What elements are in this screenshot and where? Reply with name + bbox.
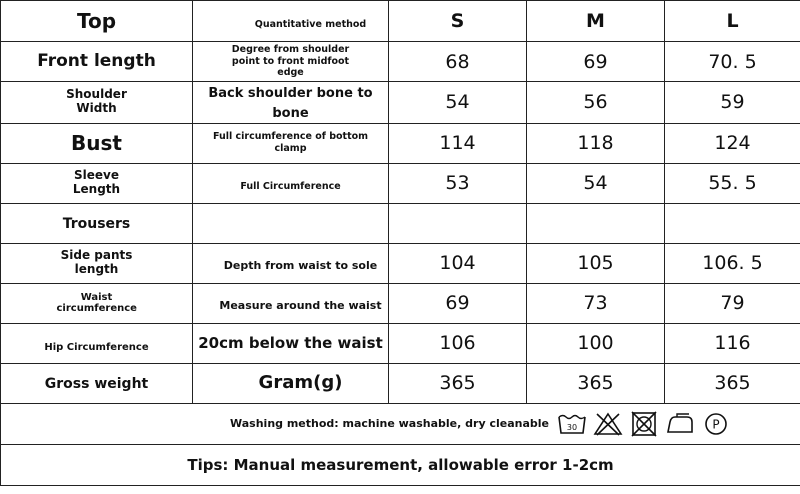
header-row	[1, 1, 800, 42]
no-bleach-icon	[593, 411, 623, 437]
value-s: 69	[445, 292, 470, 314]
row-method: Depth from waist to sole	[223, 258, 378, 272]
value-m: 105	[577, 252, 614, 274]
value-l: 116	[714, 332, 751, 354]
section-label-trousers: Trousers	[62, 216, 131, 233]
value-l: 55. 5	[708, 172, 757, 194]
method-header: Quantitative method	[254, 18, 367, 30]
value-m: 73	[583, 292, 608, 314]
size-l-header: L	[726, 10, 739, 32]
row-method: Gram(g)	[258, 371, 343, 393]
row-label: Waist circumference	[56, 291, 137, 314]
value-m: 54	[583, 172, 608, 194]
value-l: 106. 5	[702, 252, 763, 274]
value-l: 59	[720, 91, 745, 114]
value-s: 68	[445, 50, 470, 73]
tips-text: Tips: Manual measurement, allowable error 1-2cm	[187, 456, 614, 474]
table-row	[1, 323, 800, 363]
value-m: 118	[577, 132, 614, 154]
row-label: Side pants length	[60, 248, 133, 276]
row-method: Full circumference of bottom clamp	[212, 131, 369, 154]
table-row	[1, 283, 800, 323]
table-row	[1, 42, 800, 82]
value-s: 106	[439, 332, 476, 354]
value-m: 365	[577, 372, 614, 394]
row-label: Sleeve Length	[72, 168, 121, 196]
iron-icon	[665, 411, 695, 437]
value-l: 70. 5	[708, 50, 757, 73]
row-method: Degree from shoulder point to front midfoot edge	[231, 43, 350, 79]
row-label: Gross weight	[44, 376, 149, 393]
washing-row	[1, 403, 800, 444]
value-s: 53	[445, 172, 470, 194]
row-method: Measure around the waist	[219, 298, 382, 312]
section-label-top: Top	[76, 8, 117, 33]
value-s: 114	[439, 132, 476, 154]
table-row	[1, 82, 800, 124]
tips-row	[1, 444, 800, 485]
dry-clean-letter: P	[712, 417, 720, 431]
table-row	[1, 123, 800, 163]
row-method: Back shoulder bone to bone	[208, 86, 373, 122]
value-s: 104	[439, 252, 476, 274]
value-m: 100	[577, 332, 614, 354]
size-s-header: S	[450, 10, 465, 32]
value-l: 79	[720, 292, 745, 314]
table-row	[1, 363, 800, 403]
value-m: 69	[583, 50, 608, 73]
no-tumble-dry-icon	[629, 411, 659, 437]
value-s: 365	[439, 372, 476, 394]
table-row	[1, 163, 800, 203]
washing-text: Washing method: machine washable, dry cleanable	[230, 417, 549, 430]
care-icons	[557, 411, 731, 437]
size-m-header: M	[586, 10, 605, 32]
value-l: 124	[714, 132, 751, 154]
row-label: Front length	[37, 51, 156, 72]
value-m: 56	[583, 91, 608, 114]
row-label: Hip Circumference	[44, 342, 149, 353]
dry-clean-p-icon	[701, 411, 731, 437]
row-label: Bust	[71, 130, 122, 155]
row-method: Full Circumference	[240, 180, 341, 192]
wash-temp-label: 30	[566, 422, 578, 432]
value-l: 365	[714, 372, 751, 394]
row-method: 20cm below the waist	[198, 334, 383, 353]
wash-30-icon	[557, 411, 587, 437]
row-label: Shoulder Width	[66, 87, 127, 116]
value-s: 54	[445, 91, 470, 114]
table-row	[1, 203, 800, 243]
washing-info	[1, 411, 800, 437]
table-row	[1, 243, 800, 283]
